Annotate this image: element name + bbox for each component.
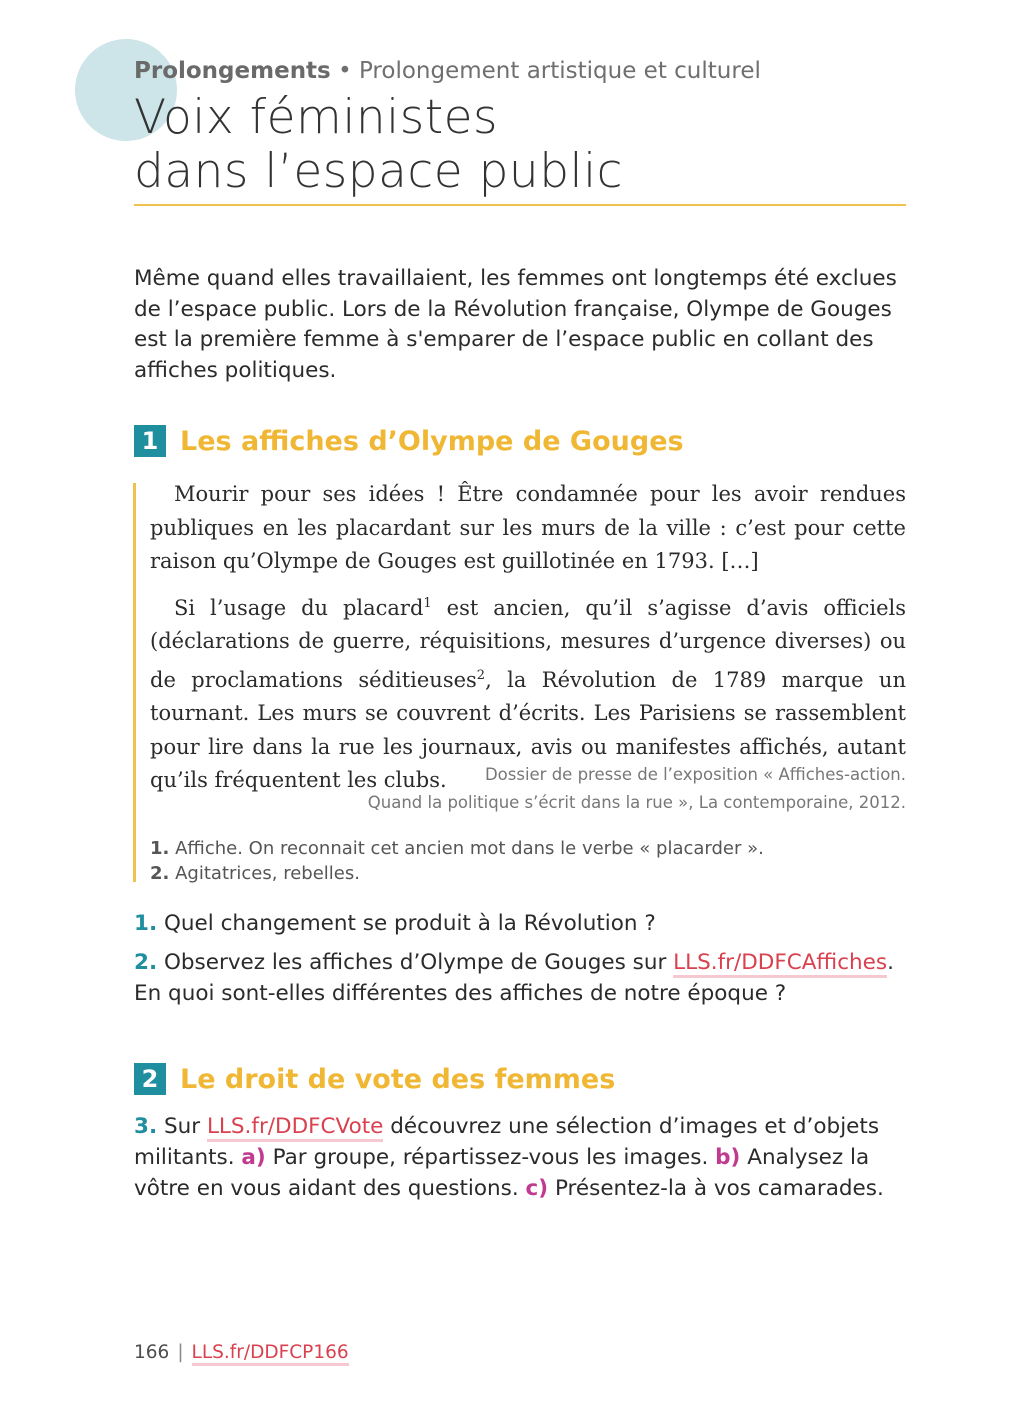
page-title-line2: dans l’espace public [134, 144, 623, 199]
step-b-label: b) [715, 1145, 741, 1170]
section-2-number: 2 [134, 1063, 166, 1095]
question-3-number: 3. [134, 1114, 158, 1139]
footnote-1 [150, 836, 890, 861]
footnote-ref-1: 1 [423, 595, 432, 611]
quote-p2-part-b: est ancien, qu’il s’agisse d’avis officiels (déclarations de guerre, réquisitions, mesures d’urgence diverses) ou de proclamations séditieuses [150, 595, 906, 692]
question-2-text-b: . [887, 950, 894, 975]
footnote-2-number: 2. [150, 863, 170, 884]
intro-paragraph: Même quand elles travaillaient, les femmes ont longtemps été exclues de l’espace public. Lors de la Révolution française, Olympe de Gouges est la première femme à s'emparer de l’espace public en collant des affiches politiques. [134, 266, 897, 383]
question-3 [134, 1111, 906, 1204]
section-2-heading [134, 1063, 615, 1095]
question-2-text-c: En quoi sont-elles différentes des affiches de notre époque ? [134, 981, 787, 1006]
section-1-number: 1 [134, 425, 166, 457]
page-title-line1: Voix féministes [134, 90, 499, 145]
quote-paragraph-1: Mourir pour ses idées ! Être condamnée pour les avoir rendues publiques en les placardant sur les murs de la ville : c’est pour cette raison qu’Olympe de Gouges est guillotinée en 1793. […] [150, 482, 906, 573]
breadcrumb-section: Prolongements [134, 58, 331, 84]
step-c-label: c) [525, 1176, 549, 1201]
question-1-number: 1. [134, 911, 158, 936]
footnote-ref-2: 2 [476, 667, 486, 683]
quote-text [150, 478, 906, 798]
quote-source [306, 761, 906, 817]
footnote-2-text: Agitatrices, rebelles. [175, 863, 360, 884]
question-3-text-a: Sur [163, 1114, 201, 1139]
breadcrumb-separator: • [338, 58, 352, 84]
quote-p2-part-c: , la Révolution de 1789 marque un tournant. Les murs se couvrent d’écrits. Les Parisiens se rassemblent pour lire dans la rue les journaux, avis ou manifestes affichés, autant qu’ils fréquentent les clubs. [150, 667, 906, 792]
section-1-title: Les affiches d’Olympe de Gouges [180, 425, 684, 457]
step-c-text: Présentez-la à vos camarades. [554, 1176, 884, 1201]
affiches-link[interactable]: LLS.fr/DDFCAffiches [673, 950, 887, 978]
section-1-heading [134, 425, 684, 457]
footnote-1-text: Affiche. On reconnait cet ancien mot dans le verbe « placarder ». [175, 838, 764, 859]
source-line-1: Dossier de presse de l’exposition « Affiches-action. [484, 765, 906, 784]
step-b-text: Analysez la vôtre en vous aidant des questions. [134, 1145, 870, 1201]
question-2-text-a: Observez les affiches d’Olympe de Gouges sur [163, 950, 667, 975]
question-3-text-b: découvrez une sélection d’images et d’objets militants. [134, 1114, 880, 1170]
page-footer [134, 1342, 349, 1363]
footnote-2 [150, 861, 890, 886]
footnote-1-number: 1. [150, 838, 170, 859]
quote-bar [133, 483, 136, 882]
breadcrumb [134, 58, 761, 84]
footnotes [150, 836, 890, 886]
footer-separator: | [177, 1342, 184, 1363]
page-number: 166 [134, 1342, 170, 1363]
section-2-title: Le droit de vote des femmes [180, 1063, 616, 1095]
question-1-text: Quel changement se produit à la Révolution ? [163, 911, 656, 936]
step-a-label: a) [241, 1145, 266, 1170]
quote-p2-part-a: Si l’usage du placard [174, 595, 424, 620]
title-divider [134, 204, 906, 206]
page-title [134, 91, 914, 199]
footer-link[interactable]: LLS.fr/DDFCP166 [192, 1342, 349, 1366]
vote-link[interactable]: LLS.fr/DDFCVote [207, 1114, 383, 1142]
step-a-text: Par groupe, répartissez-vous les images. [272, 1145, 709, 1170]
question-2 [134, 947, 906, 1009]
question-1 [134, 908, 906, 939]
breadcrumb-subsection: Prolongement artistique et culturel [358, 58, 761, 84]
source-line-2: Quand la politique s’écrit dans la rue », La contemporaine, 2012. [367, 793, 906, 812]
question-2-number: 2. [134, 950, 158, 975]
